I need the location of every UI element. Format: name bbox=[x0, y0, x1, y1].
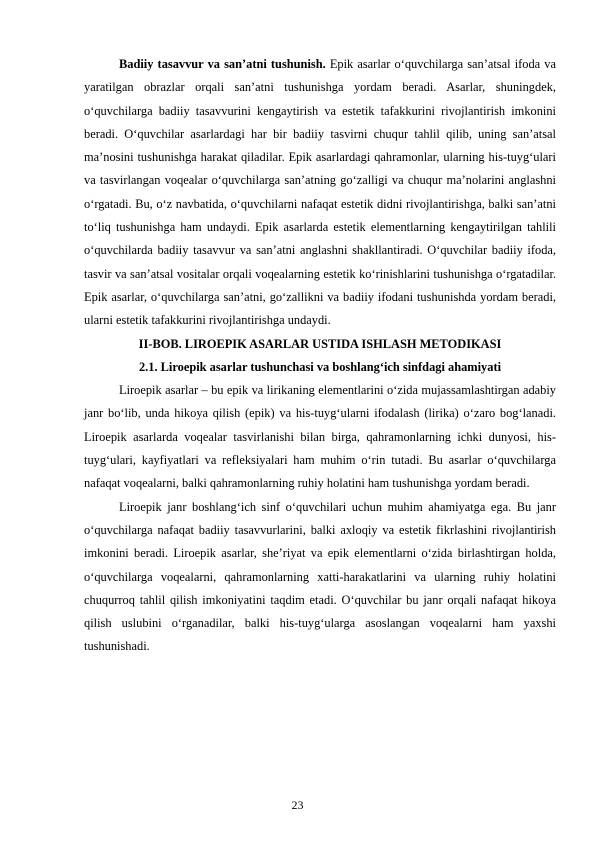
paragraph-lead-heading: Badiiy tasavvur va san’atni tushunish. bbox=[119, 57, 326, 71]
paragraph-liroepik-importance: Liroepik janr boshlang‘ich sinf o‘quvchilari uchun muhim ahamiyatga ega. Bu janr o‘quvchilarga nafaqat badiiy tasavvurlarini, balki axloqiy va estetik fikrlashini rivojlantirish imkonini beradi. Liroepik asarlar, she’riyat va epik elementlarni o‘zida birlashtirgan holda, o‘quvchilarga voqealarni, qahramonlarning xatti-harakatlarini va ularning ruhiy holatini chuqurroq tahlil qilish imkoniyatini taqdim etadi. O‘quvchilar bu janr orqali nafaqat hikoya qilish uslubini o‘rganadilar, balki his-tuyg‘ularga asoslangan voqealarni ham yaxshi tushunishadi. bbox=[84, 499, 556, 654]
document-page bbox=[84, 53, 556, 659]
paragraph-liroepik-definition: Liroepik asarlar – bu epik va lirikaning elementlarini o‘zida mujassamlashtirgan adabiy janr bo‘lib, unda hikoya qilish (epik) va his-tuyg‘ularni ifodalash (lirika) o‘zaro bog‘lanadi. Liroepik asarlarda voqealar tasvirlanishi bilan birga, qahramonlarning ichki dunyosi, his-tuyg‘ulari, kayfiyatlari va refleksiyalari ham muhim o‘rin tutadi. Bu asarlar o‘quvchilarga nafaqat voqealarni, balki qahramonlarning ruhiy holatini ham tushunishga yordam beradi. bbox=[84, 383, 556, 491]
page-number: 23 bbox=[291, 798, 304, 812]
paragraph-aesthetic-understanding bbox=[84, 53, 556, 333]
paragraph-body: Epik asarlar o‘quvchilarga san’atsal ifoda va yaratilgan obrazlar orqali san’atni tushunishga yordam beradi. Asarlar, shuningdek, o‘quvchilarga badiiy tasavvurini kengaytirish va estetik tafakkurini rivojlantirish imkonini beradi. O‘quvchilar asarlardagi har bir badiiy tasvirni chuqur tahlil qilib, uning san’atsal ma’nosini tushunishga harakat qiladilar. Epik asarlardagi qahramonlar, ularning his-tuyg‘ulari va tasvirlangan voqealar o‘quvchilarga san’atning go‘zalligi va chuqur ma’nolarini anglashni o‘rgatadi. Bu, o‘z navbatida, o‘quvchilarni nafaqat estetik didni rivojlantirishga, balki san’atni to‘liq tushunishga ham undaydi. Epik asarlarda estetik elementlarning kengaytirilgan tahlili o‘quvchilarda badiiy tasavvur va san’atni anglashni shakllantiradi. O‘quvchilar badiiy ifoda, tasvir va san’atsal vositalar orqali voqealarning estetik ko‘rinishlarini tushunishga o‘rgatadilar. Epik asarlar, o‘quvchilarga san’atni, go‘zallikni va badiiy ifodani tushunishda yordam beradi, ularni estetik tafakkurini rivojlantirishga undaydi. bbox=[84, 57, 556, 328]
section-heading: 2.1. Liroepik asarlar tushunchasi va boshlang‘ich sinfdagi ahamiyati bbox=[138, 359, 502, 374]
chapter-heading: II-BOB. LIROEPIK ASARLAR USTIDA ISHLASH METODIKASI bbox=[138, 336, 502, 351]
